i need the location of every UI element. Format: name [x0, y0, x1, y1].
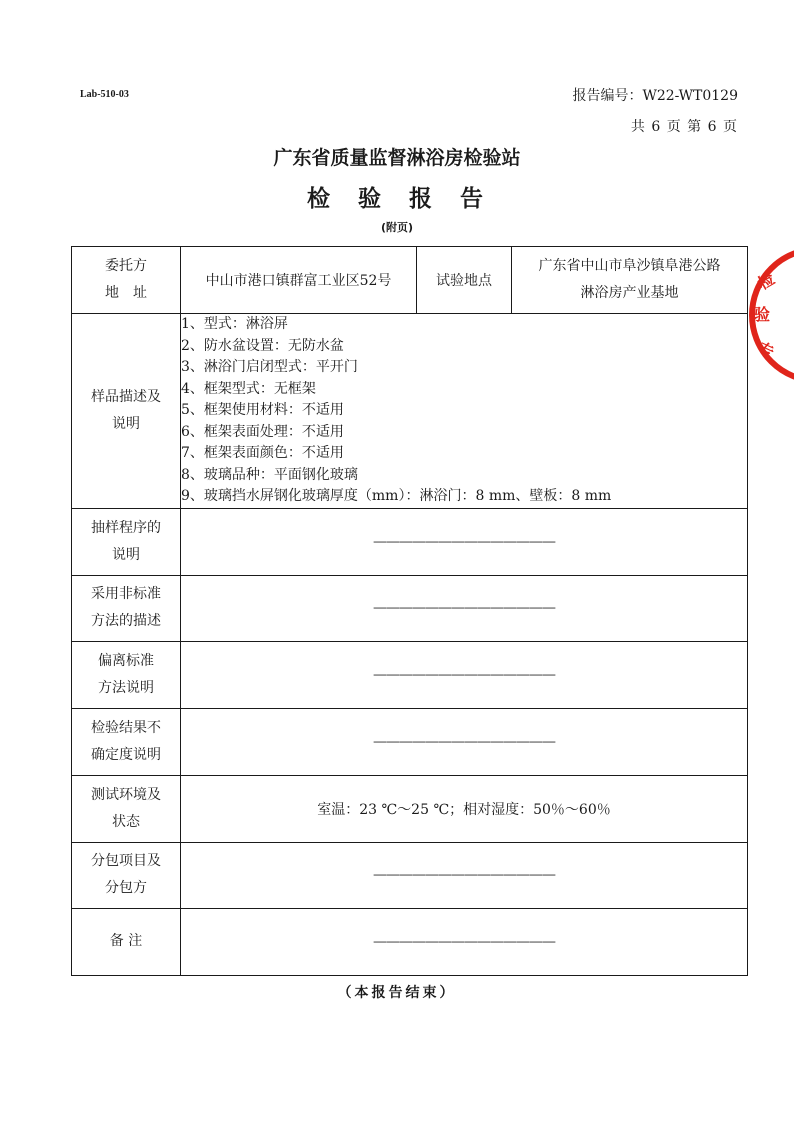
table-row	[72, 842, 748, 908]
list-item: 6、框架表面处理：不适用	[181, 423, 344, 440]
table-row	[72, 575, 748, 641]
table-row	[72, 508, 748, 575]
report-number: 报告编号：W22-WT0129	[572, 88, 738, 104]
nonstandard-method-value: ——————————————	[181, 575, 748, 641]
lab-code: Lab-510-03	[80, 89, 129, 100]
table-row	[72, 708, 748, 775]
list-item: 5、框架使用材料：不适用	[181, 402, 344, 418]
table-row	[72, 247, 748, 314]
uncertainty-value: ——————————————	[181, 708, 748, 775]
list-item: 9、玻璃挡水屏钢化玻璃厚度（mm）：淋浴门：8 mm、壁板：8 mm	[181, 488, 612, 504]
official-seal-icon	[740, 230, 794, 400]
deviation-value: ——————————————	[181, 641, 748, 708]
uncertainty-label: 检验结果不 确定度说明	[72, 708, 181, 775]
svg-text:检: 检	[754, 269, 778, 294]
remarks-value: ——————————————	[181, 908, 748, 975]
list-item: 7、框架表面颜色：不适用	[181, 445, 344, 461]
svg-text:验: 验	[754, 305, 771, 324]
nonstandard-method-label: 采用非标准 方法的描述	[72, 575, 181, 641]
document-title: 检验报告	[307, 186, 511, 212]
client-address-label: 委托方 地 址	[72, 247, 181, 314]
svg-text:专: 专	[754, 338, 777, 363]
remarks-label: 备 注	[72, 908, 181, 975]
list-item: 2、防水盆设置：无防水盆	[181, 337, 344, 354]
table-row	[72, 641, 748, 708]
organization-name: 广东省质量监督淋浴房检验站	[273, 147, 521, 169]
test-site-label: 试验地点	[417, 247, 512, 314]
test-site-value: 广东省中山市阜沙镇阜港公路 淋浴房产业基地	[512, 247, 748, 314]
sample-description-label: 样品描述及 说明	[72, 314, 181, 509]
list-item: 4、框架型式：无框架	[181, 380, 316, 397]
table-row	[72, 314, 748, 509]
table-row	[72, 908, 748, 975]
test-environment-label: 测试环境及 状态	[72, 775, 181, 842]
list-item: 3、淋浴门启闭型式：平开门	[181, 359, 358, 375]
report-table	[71, 246, 748, 976]
subcontract-value: ——————————————	[181, 842, 748, 908]
sampling-procedure-value: ——————————————	[181, 508, 748, 575]
test-environment-value: 室温：23 ℃～25 ℃；相对湿度：50％～60％	[181, 775, 748, 842]
list-item: 1、型式：淋浴屏	[181, 316, 288, 332]
subcontract-label: 分包项目及 分包方	[72, 842, 181, 908]
sample-description-list	[181, 314, 748, 509]
deviation-label: 偏离标准 方法说明	[72, 641, 181, 708]
list-item: 8、玻璃品种：平面钢化玻璃	[181, 466, 358, 483]
document-subtitle: (附页)	[380, 221, 414, 234]
client-address-value: 中山市港口镇群富工业区52号	[181, 247, 417, 314]
sampling-procedure-label: 抽样程序的 说明	[72, 508, 181, 575]
report-end-note: （本报告结束）	[337, 985, 457, 1001]
page-count: 共 6 页 第 6 页	[630, 119, 738, 135]
table-row	[72, 775, 748, 842]
